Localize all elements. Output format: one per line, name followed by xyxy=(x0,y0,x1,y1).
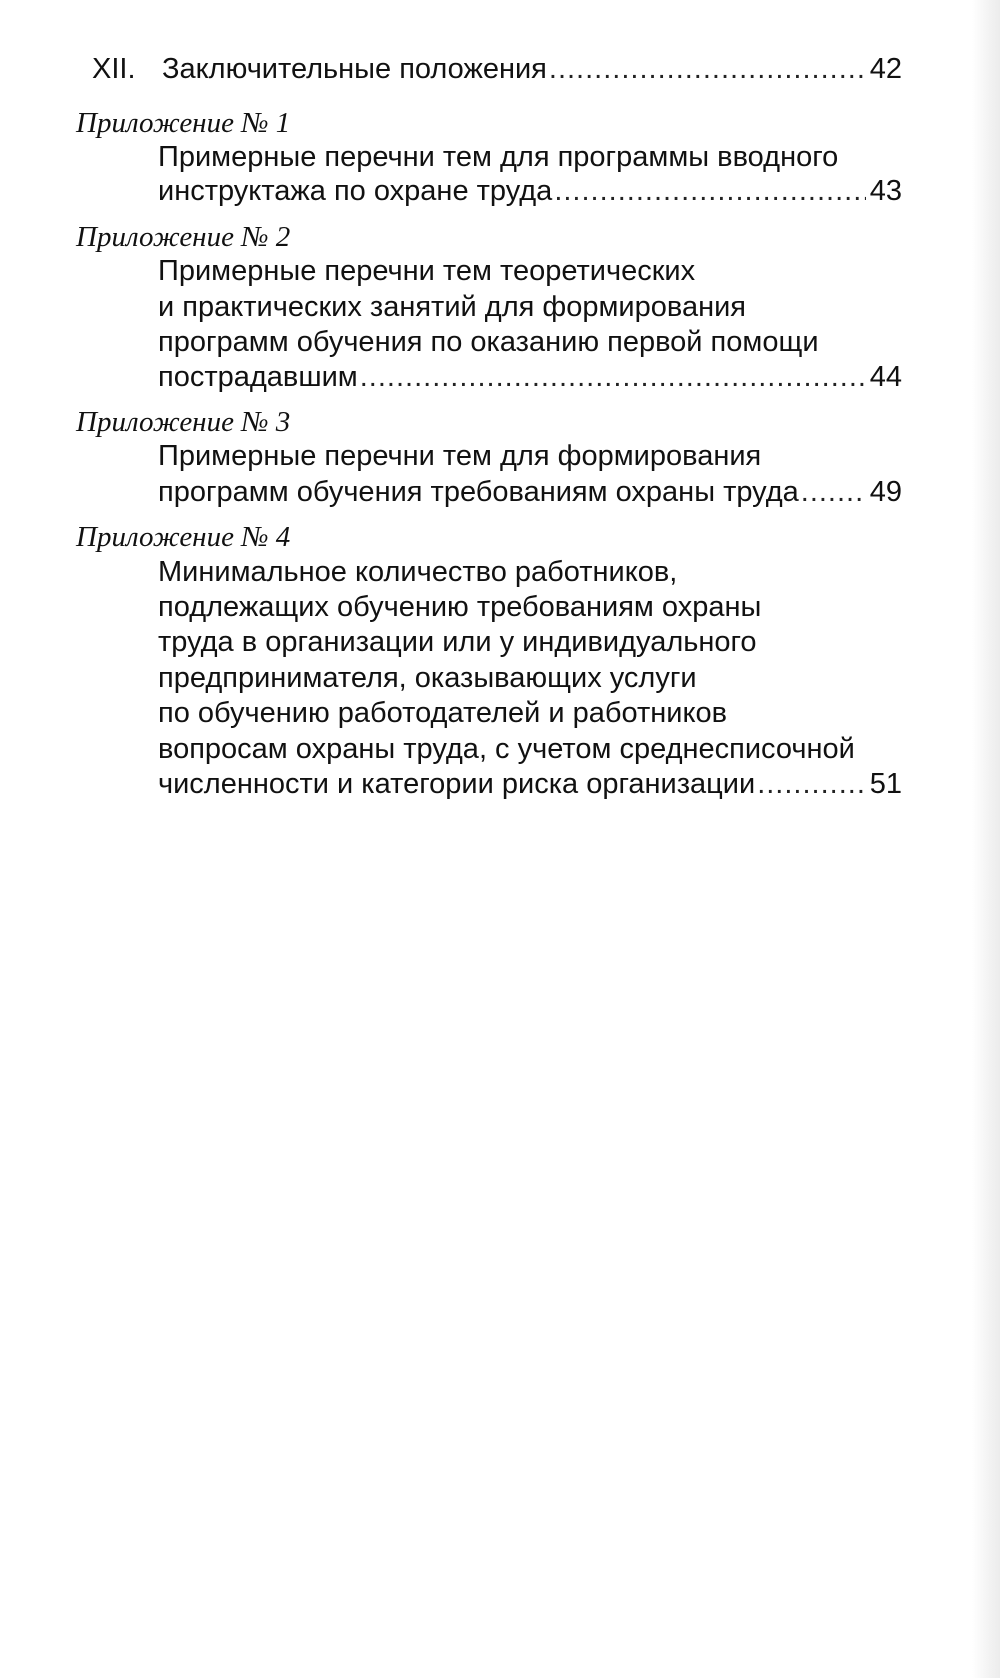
toc-entry-appendix-4 xyxy=(158,765,902,803)
appendix-1-label: Приложение № 1 xyxy=(76,107,291,139)
appendix-3-label: Приложение № 3 xyxy=(76,406,291,438)
page-number: 51 xyxy=(869,768,902,800)
appendix-2-line-1: Примерные перечни тем теоретических xyxy=(158,255,696,287)
page-number: 43 xyxy=(869,175,902,207)
page-number: 42 xyxy=(869,53,902,85)
appendix-4-line-1: Минимальное количество работников, xyxy=(158,556,678,588)
appendix-4-line-7: численности и категории риска организации xyxy=(158,768,756,800)
dot-leader xyxy=(554,172,865,210)
dot-leader xyxy=(360,358,866,396)
page-number: 44 xyxy=(869,361,902,393)
appendix-3-line-2: программ обучения требованиям охраны труда xyxy=(158,476,799,508)
appendix-2-line-2: и практических занятий для формирования xyxy=(158,291,747,323)
appendix-4-line-4: предпринимателя, оказывающих услуги xyxy=(158,662,697,694)
toc-entry-appendix-3 xyxy=(158,473,902,511)
appendix-4-line-2: подлежащих обучению требованиям охраны xyxy=(158,591,762,623)
appendix-2-label: Приложение № 2 xyxy=(76,221,291,253)
page-edge-shadow xyxy=(972,0,1000,1678)
section-number: XII. xyxy=(92,53,136,85)
toc-entry-section-xii xyxy=(92,50,902,88)
dot-leader xyxy=(801,473,866,511)
dot-leader xyxy=(549,50,866,88)
appendix-4-line-5: по обучению работодателей и работников xyxy=(158,697,728,729)
appendix-4-label: Приложение № 4 xyxy=(76,521,291,553)
dot-leader xyxy=(757,765,866,803)
appendix-1-line-2: инструктажа по охране труда xyxy=(158,175,553,207)
appendix-2-line-4: пострадавшим xyxy=(158,361,358,393)
appendix-4-line-3: труда в организации или у индивидуального xyxy=(158,626,757,658)
toc-entry-text xyxy=(92,50,547,88)
appendix-2-line-3: программ обучения по оказанию первой помощи xyxy=(158,326,819,358)
appendix-4-line-6: вопросам охраны труда, с учетом среднесписочной xyxy=(158,733,855,765)
appendix-1-line-1: Примерные перечни тем для программы вводного xyxy=(158,141,839,173)
page-number: 49 xyxy=(869,476,902,508)
appendix-3-line-1: Примерные перечни тем для формирования xyxy=(158,440,762,472)
toc-entry-appendix-2 xyxy=(158,358,902,396)
section-title: Заключительные положения xyxy=(162,53,547,85)
toc-entry-appendix-1 xyxy=(158,172,902,210)
